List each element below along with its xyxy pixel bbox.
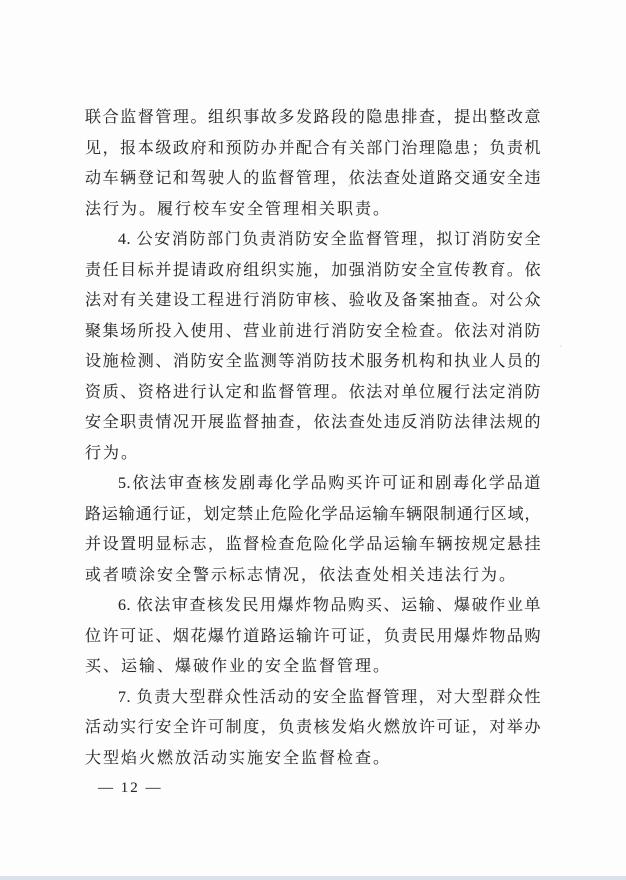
document-text (85, 103, 541, 774)
text-line: 买、运输、爆破作业的安全监督管理。 (85, 658, 392, 675)
scan-noise-speck (560, 345, 562, 347)
text-line: 法对有关建设工程进行消防审核、验收及备案抽查。对公众 (85, 292, 541, 309)
text-line: 7. 负责大型群众性活动的安全监督管理，对大型群众性 (118, 688, 541, 706)
scan-edge-strip (0, 876, 626, 880)
text-line: 并设置明显标志，监督检查危险化学品运输车辆按规定悬挂 (85, 536, 541, 553)
text-line: 安全职责情况开展监督抽查，依法查处违反消防法律法规的 (85, 414, 541, 431)
page-number (98, 780, 163, 797)
text-line: 联合监督管理。组织事故多发路段的隐患排查，提出整改意 (85, 109, 541, 126)
text-line: 6. 依法审查核发民用爆炸物品购买、运输、爆破作业单 (118, 597, 541, 614)
scan-noise-speck (306, 113, 309, 115)
text-line: 聚集场所投入使用、营业前进行消防安全检查。依法对消防 (85, 322, 541, 340)
text-line: 路运输通行证，划定禁止危险化学品运输车辆限制通行区域， (85, 505, 541, 523)
text-line: 动车辆登记和驾驶人的监督管理，依法查处道路交通安全违 (85, 170, 541, 187)
text-line: 资质、资格进行认定和监督管理。依法对单位履行法定消防 (85, 383, 541, 401)
text-line: 大型焰火燃放活动实施安全监督检查。 (85, 749, 392, 767)
text-line: 责任目标并提请政府组织实施，加强消防安全宣传教育。依 (85, 261, 541, 279)
text-line: 设施检测、消防安全监测等消防技术服务机构和执业人员的 (85, 353, 541, 370)
scan-noise-speck (348, 184, 351, 187)
text-line: 5.依法审查核发剧毒化学品购买许可证和剧毒化学品道 (118, 475, 541, 492)
text-line: 或者喷涂安全警示标志情况，依法查处相关违法行为。 (85, 566, 518, 584)
page-number-text: — 12 — (98, 780, 163, 796)
text-line: 活动实行安全许可制度，负责核发焰火燃放许可证，对举办 (85, 719, 541, 736)
text-line: 位许可证、烟花爆竹道路运输许可证，负责民用爆炸物品购 (85, 627, 541, 645)
text-line: 行为。 (85, 444, 140, 462)
text-line: 见，报本级政府和预防办并配合有关部门治理隐患；负责机 (85, 139, 541, 157)
text-line: 法行为。履行校车安全管理相关职责。 (85, 200, 392, 218)
text-line: 4. 公安消防部门负责消防安全监督管理，拟订消防安全 (118, 231, 541, 248)
